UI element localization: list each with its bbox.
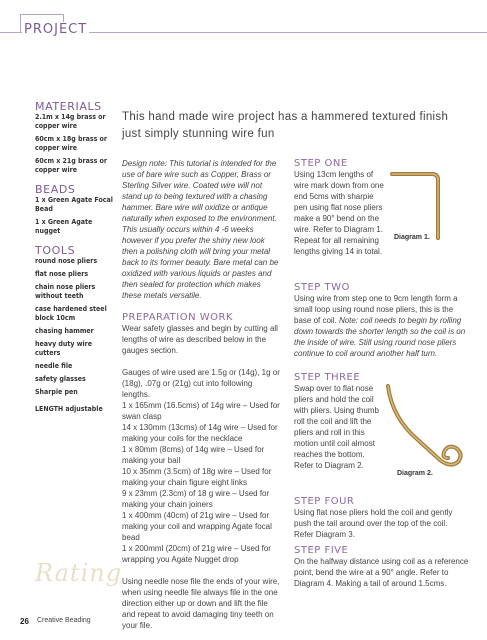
section-label: PROJECT — [24, 22, 88, 37]
length-line: 1 x 165mm (16.5cms) of 14g wire – Used for swan clasp — [122, 401, 280, 421]
tool-item: heavy duty wire cutters — [35, 340, 93, 357]
diagram-2-label: Diagram 2. — [397, 470, 433, 477]
beads-heading: BEADS — [35, 183, 76, 196]
material-item: 60cm x 21g brass or copper wire — [35, 157, 107, 174]
design-note: Design note: This tutorial is intended for the use of bare wire such as Copper, Brass or Sterling Silver wire. Coated wire will not stand up to being textured with a chasing hammer. Bare wire will oxidize or antique naturally when exposed to the environment. This usually occurs within 4 -6 weeks however if you prefer the shiny new look then a polishing cloth will bring your metal back to its former beauty. Bare metal can be — [122, 159, 279, 267]
length-line: 1 x 200mml (20cm) of 21g wire – Used for wrapping you Agate Nugget drop — [122, 544, 271, 564]
tool-item: chasing hammer — [35, 327, 94, 335]
tool-item: case hardened steel block 10cm — [35, 305, 107, 322]
sidebar — [35, 100, 115, 418]
left-column — [122, 158, 282, 631]
prep-heading: PREPARATION WORK — [122, 312, 233, 323]
bent-wire-illustration — [384, 168, 446, 254]
step-three-heading: STEP THREE — [294, 372, 361, 383]
step-one-heading: STEP ONE — [294, 158, 348, 169]
step-one-block — [294, 158, 384, 257]
material-item: 60cm x 18g brass or copper wire — [35, 135, 107, 152]
step-four-text: Using flat nose pliers hold the coil and gently push the tail around over the top of the coil. Refer Diagram 3. — [294, 508, 453, 539]
diagram-1-label: Diagram 1. — [394, 234, 430, 241]
rating-label: Rating — [35, 559, 123, 587]
tool-item: safety glasses — [35, 375, 86, 383]
length-line: 14 x 130mm (13cms) of 14g wire – Used for making your coils for the necklace — [122, 423, 278, 443]
bead-item: 1 x Green Agate Focal Bead — [35, 196, 113, 213]
bead-item: 1 x Green Agate nugget — [35, 218, 93, 235]
step-three-block — [294, 372, 386, 471]
step-four-block — [294, 496, 469, 540]
coil-illustration — [378, 378, 468, 474]
gauges-text: Gauges of wire used are 1.5g or (14g), 1g or (18g), .07g or (21g) cut into following lengths. — [122, 368, 280, 399]
design-note-continued: oxidized with various liquids or pastes and then sealed for protection which makes these metals versatile. — [122, 269, 272, 300]
length-line: 1 x 400mm (40cm) of 21g wire – Used for making your coil and wrapping Agate focal bead — [122, 511, 272, 542]
step-five-text: On the halfway distance using coil as a reference point, bend the wire at a 90° angle. Refer to Diagram 4. Making a tail of around 1.5cms. — [294, 557, 469, 588]
step-five-heading: STEP FIVE — [294, 545, 349, 556]
magazine-name: Creative Beading — [37, 617, 91, 624]
diagram-2 — [378, 378, 468, 474]
page-number: 26 — [20, 617, 29, 626]
step-three-text: Swap over to flat nose pliers and hold the coil with pliers. Using thumb roll the coil and lift the pliers and roll in this motion until coil almost reaches the bottom. Refer to Diagram 2. — [294, 384, 379, 470]
tool-item: Sharpie pen — [35, 388, 78, 396]
tools-heading: TOOLS — [35, 244, 76, 257]
tool-item: needle file — [35, 362, 73, 370]
tool-item: flat nose pliers — [35, 270, 89, 278]
material-item: 2.1m x 14g brass or copper wire — [35, 113, 106, 130]
tool-item: round nose pliers — [35, 257, 98, 265]
step-two-note: Note: coil needs to begin by rolling down towards the shorter length so the coil is on the inside of wire. Still using round nose pliers continue to coil around another half turn. — [294, 316, 466, 358]
step-five-block — [294, 545, 469, 589]
length-note: LENGTH adjustable — [35, 405, 103, 413]
step-four-heading: STEP FOUR — [294, 496, 355, 507]
prep-text: Wear safety glasses and begin by cutting all lengths of wire as described below in the gauges section. — [122, 324, 278, 355]
length-line: 10 x 35mm (3.5cm) of 18g wire – Used for making your chain figure eight links — [122, 467, 272, 487]
diagram-1 — [384, 168, 446, 254]
file-note: Using needle nose file the ends of your wire, when using needle file always file in the one direction either up or down and lift the file and repeat to avoid damaging tiny teeth on your file. — [122, 577, 280, 630]
step-two-block — [294, 282, 469, 359]
length-line: 1 x 80mm (8cms) of 14g wire – Used for making your bail — [122, 445, 265, 465]
tool-item: chain nose pliers without teeth — [35, 283, 96, 300]
materials-heading: MATERIALS — [35, 100, 102, 113]
step-two-text: Using wire from step one to 9cm length form a small loop using round nose pliers, this is the base of coil. — [294, 294, 458, 325]
step-two-heading: STEP TWO — [294, 282, 350, 293]
page-title: This hand made wire project has a hammered textured finish just simply stunning wire fun — [122, 111, 449, 140]
step-one-text: Using 13cm lengths of wire mark down from one end 5cms with sharpie pen using flat nose pliers make a 90° bend on the wire. Refer to Diagram 1. Repeat for all remaining lengths giving 14 in total. — [294, 170, 384, 256]
length-line: 9 x 23mm (2.3cm) of 18 g wire – Used for making your chain joiners — [122, 489, 270, 509]
